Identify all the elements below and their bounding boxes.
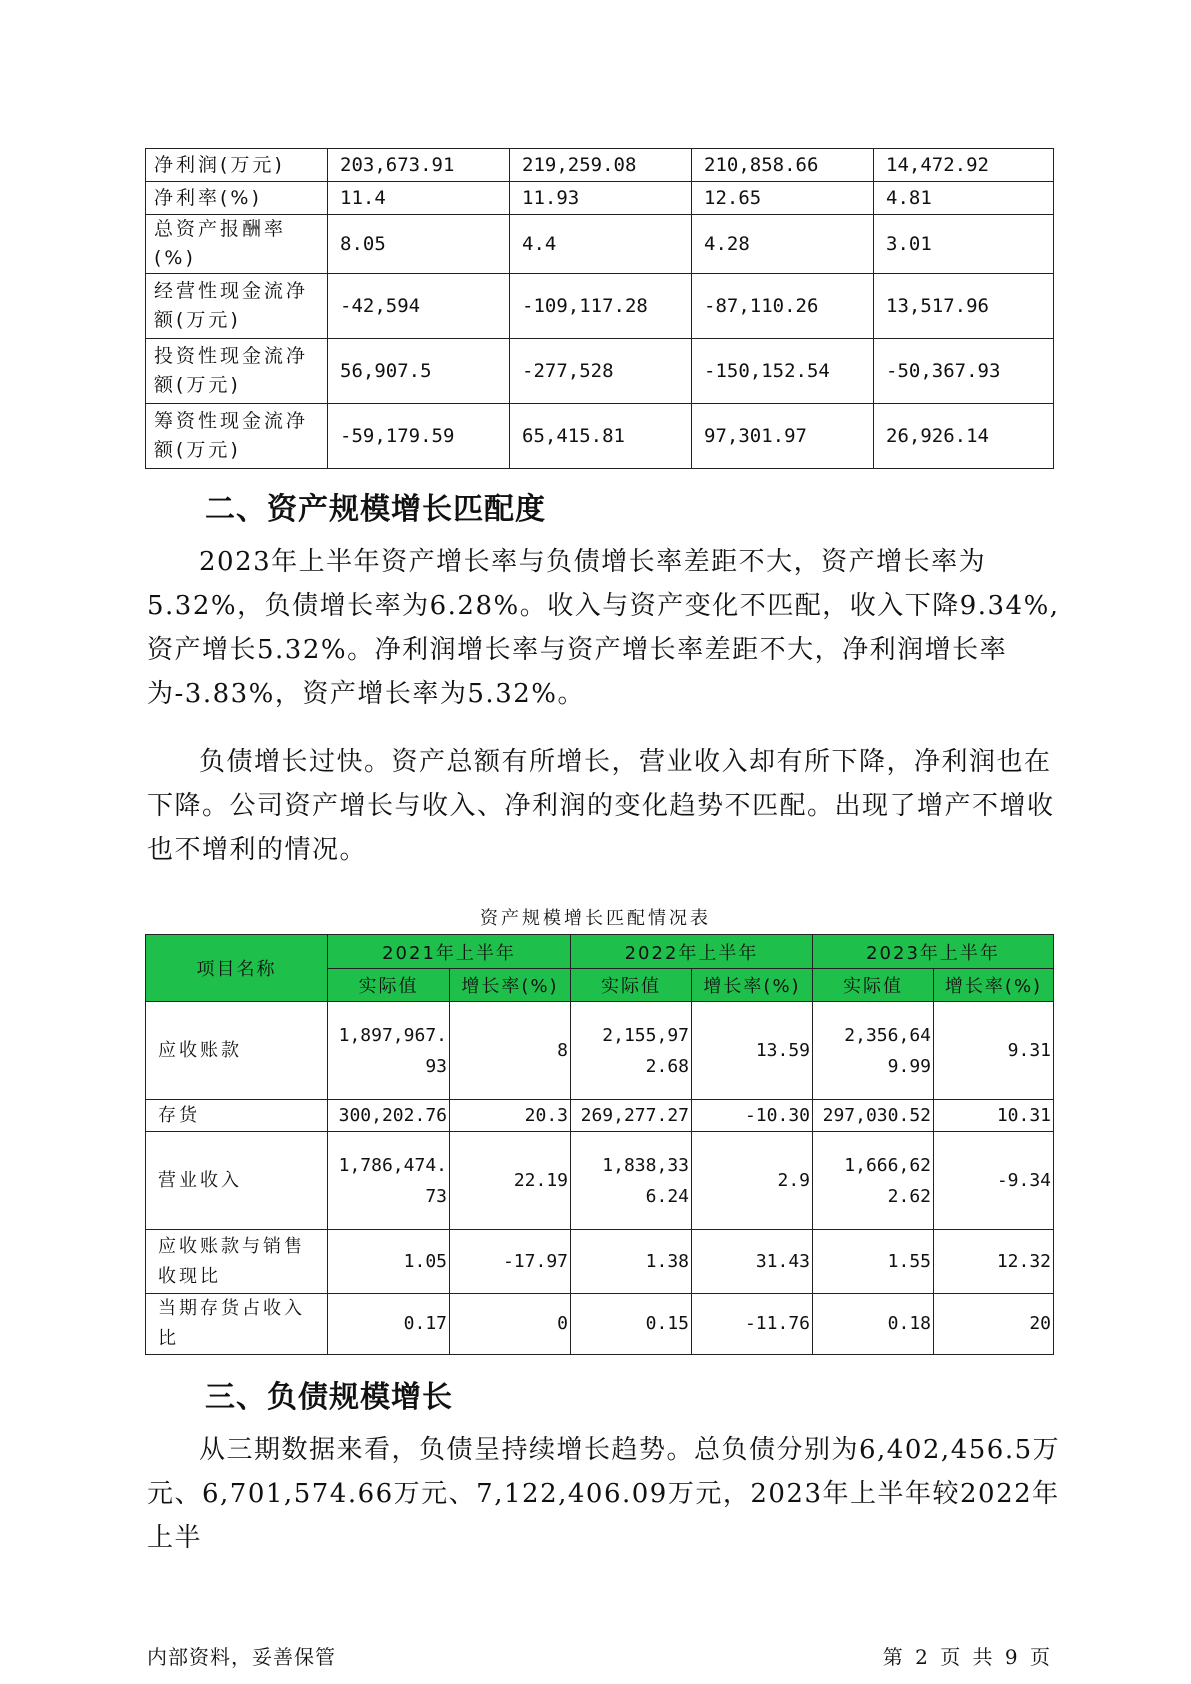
cell: 9.31 [934, 1002, 1054, 1100]
table-row [146, 1100, 1054, 1132]
cell: 13,517.96 [874, 274, 1054, 339]
cell [571, 1132, 692, 1230]
cell: 0.15 [571, 1294, 692, 1355]
cell [813, 1132, 934, 1230]
header-actual: 实际值 [571, 969, 692, 1002]
cell: 2.9 [692, 1132, 813, 1230]
row-label: 经营性现金流净额(万元) [146, 274, 328, 339]
table-row [146, 1002, 1054, 1100]
cell: 8.05 [328, 215, 510, 274]
cell: -11.76 [692, 1294, 813, 1355]
cell: 65,415.81 [510, 404, 692, 469]
cell: -109,117.28 [510, 274, 692, 339]
cell: 300,202.76 [328, 1100, 450, 1132]
row-label: 存货 [146, 1100, 328, 1132]
row-label: 筹资性现金流净额(万元) [146, 404, 328, 469]
cell-value: 1,786,474.73 [338, 1154, 447, 1207]
cell: -150,152.54 [692, 339, 874, 404]
cell [328, 1132, 450, 1230]
asset-growth-match-table [145, 934, 1054, 1355]
cell: 0.18 [813, 1294, 934, 1355]
cell: 20 [934, 1294, 1054, 1355]
cell: -87,110.26 [692, 274, 874, 339]
table-caption: 资产规模增长匹配情况表 [480, 908, 711, 929]
cell: 4.81 [874, 182, 1054, 215]
table-row [146, 404, 1054, 469]
cell: 8 [450, 1002, 571, 1100]
table-row [146, 274, 1054, 339]
cell: 0.17 [328, 1294, 450, 1355]
cell: 4.4 [510, 215, 692, 274]
row-label: 净利率(%) [146, 182, 328, 215]
row-label: 应收账款 [146, 1002, 328, 1100]
header-actual: 实际值 [813, 969, 934, 1002]
cell: 56,907.5 [328, 339, 510, 404]
cell: 12.32 [934, 1230, 1054, 1294]
cell: 210,858.66 [692, 149, 874, 182]
cell: -17.97 [450, 1230, 571, 1294]
cell: 4.28 [692, 215, 874, 274]
table-row [146, 215, 1054, 274]
header-growth: 增长率(%) [692, 969, 813, 1002]
cell-value: 1,666,622.62 [844, 1154, 931, 1207]
cell: 219,259.08 [510, 149, 692, 182]
cell: 1.55 [813, 1230, 934, 1294]
cell: 11.93 [510, 182, 692, 215]
cell: 1.05 [328, 1230, 450, 1294]
cell: 14,472.92 [874, 149, 1054, 182]
table-row [146, 1294, 1054, 1355]
cell: 26,926.14 [874, 404, 1054, 469]
cell: 0 [450, 1294, 571, 1355]
financial-metrics-table [145, 148, 1054, 469]
cell: 20.3 [450, 1100, 571, 1132]
cell: -59,179.59 [328, 404, 510, 469]
row-label: 总资产报酬率(%) [146, 215, 328, 274]
section-heading: 二、资产规模增长匹配度 [205, 492, 546, 527]
header-growth: 增长率(%) [934, 969, 1054, 1002]
cell: 13.59 [692, 1002, 813, 1100]
cell: 11.4 [328, 182, 510, 215]
header-period: 2023年上半年 [813, 935, 1054, 969]
cell: 10.31 [934, 1100, 1054, 1132]
cell [571, 1002, 692, 1100]
header-item: 项目名称 [146, 935, 328, 1002]
footer-confidential-note: 内部资料，妥善保管 [147, 1645, 336, 1669]
page-number: 第 2 页 共 9 页 [882, 1645, 1051, 1669]
paragraph: 负债增长过快。资产总额有所增长，营业收入却有所下降，净利润也在下降。公司资产增长与收入、净利润的变化趋势不匹配。出现了增产不增收也不增利的情况。 [147, 747, 1055, 865]
cell [813, 1002, 934, 1100]
cell-value: 1,838,336.24 [602, 1154, 689, 1207]
cell: 97,301.97 [692, 404, 874, 469]
paragraph: 从三期数据来看，负债呈持续增长趋势。总负债分别为6,402,456.5万元、6,701,574.66万元、7,122,406.09万元，2023年上半年较2022年上半 [147, 1435, 1061, 1553]
header-period: 2021年上半年 [328, 935, 571, 969]
row-label: 当期存货占收入比 [146, 1294, 328, 1355]
header-actual: 实际值 [328, 969, 450, 1002]
section-heading: 三、负债规模增长 [205, 1380, 453, 1415]
table-row [146, 339, 1054, 404]
cell: -9.34 [934, 1132, 1054, 1230]
row-label: 应收账款与销售收现比 [146, 1230, 328, 1294]
cell: 1.38 [571, 1230, 692, 1294]
header-period: 2022年上半年 [571, 935, 813, 969]
cell [328, 1002, 450, 1100]
cell: 269,277.27 [571, 1100, 692, 1132]
table-row [146, 182, 1054, 215]
cell: 203,673.91 [328, 149, 510, 182]
row-label: 营业收入 [146, 1132, 328, 1230]
cell: 3.01 [874, 215, 1054, 274]
cell-value: 2,356,649.99 [844, 1024, 931, 1077]
cell: -42,594 [328, 274, 510, 339]
paragraph: 2023年上半年资产增长率与负债增长率差距不大，资产增长率为5.32%，负债增长率为6.28%。收入与资产变化不匹配，收入下降9.34%,资产增长5.32%。净利润增长率与资产增长率差距不大，净利润增长率为-3.83%，资产增长率为5.32%。 [147, 547, 1060, 709]
cell: -10.30 [692, 1100, 813, 1132]
row-label: 净利润(万元) [146, 149, 328, 182]
cell-value: 2,155,972.68 [602, 1024, 689, 1077]
cell-value: 1,897,967.93 [338, 1024, 447, 1077]
cell: 297,030.52 [813, 1100, 934, 1132]
cell: -277,528 [510, 339, 692, 404]
table-row [146, 1230, 1054, 1294]
table-header-row [146, 935, 1054, 969]
cell: 22.19 [450, 1132, 571, 1230]
cell: -50,367.93 [874, 339, 1054, 404]
header-growth: 增长率(%) [450, 969, 571, 1002]
table-row [146, 1132, 1054, 1230]
table-row [146, 149, 1054, 182]
cell: 12.65 [692, 182, 874, 215]
row-label: 投资性现金流净额(万元) [146, 339, 328, 404]
cell: 31.43 [692, 1230, 813, 1294]
